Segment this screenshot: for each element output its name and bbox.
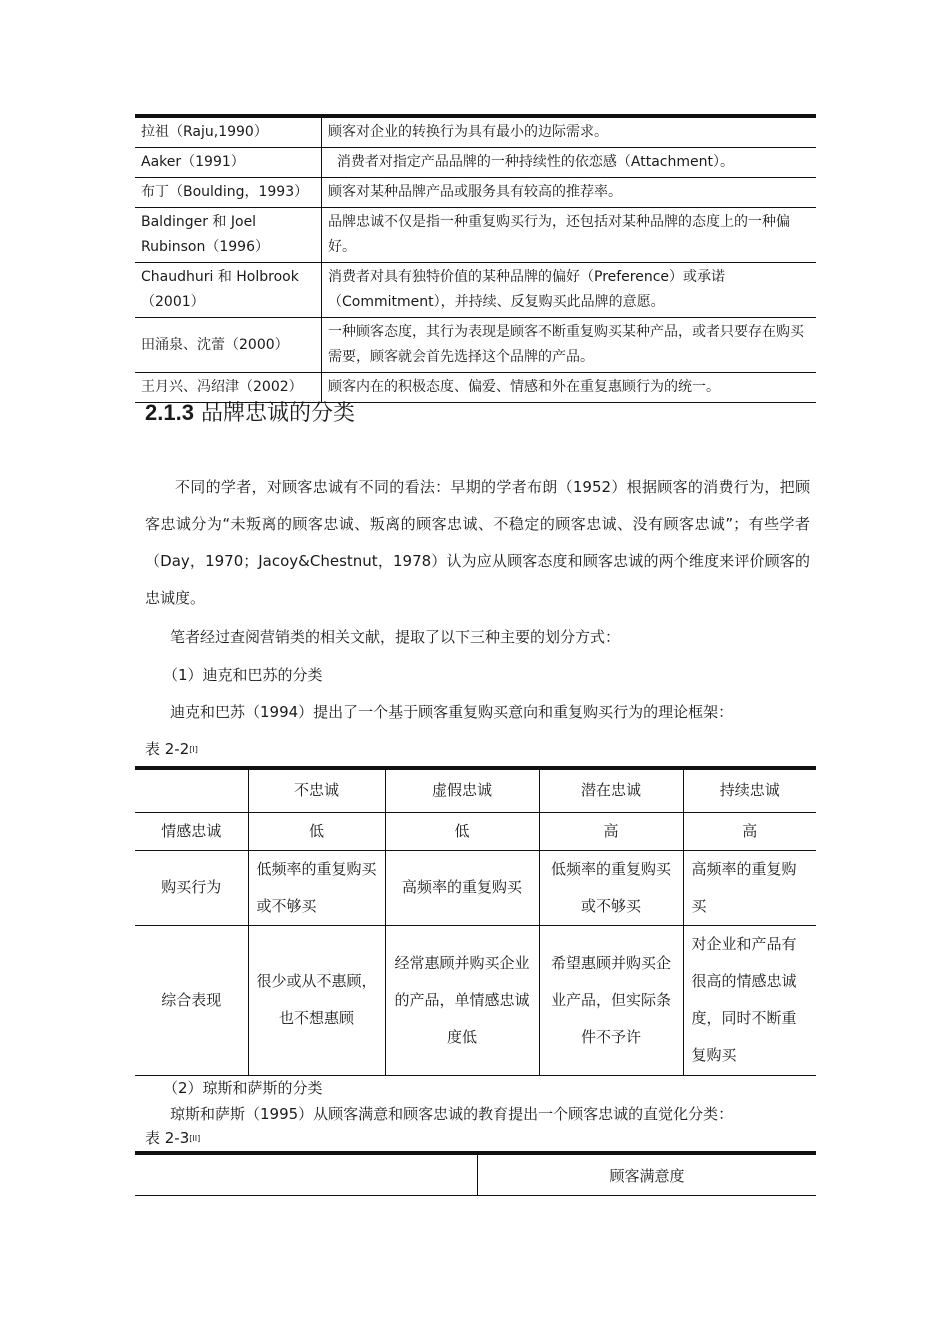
header-cell: 顾客满意度 (609, 1166, 685, 1185)
row-label: 购买行为 (135, 850, 248, 925)
table-row (135, 925, 816, 1075)
source-cell: 拉祖（Raju,1990） (135, 116, 322, 148)
table-cell: 希望惠顾并购买企业产品，但实际条件不予许 (539, 925, 683, 1075)
definition-cell: 顾客对某种品牌产品或服务具有较高的推荐率。 (322, 178, 817, 208)
caption-text: 表 2-3 (145, 1129, 190, 1147)
table-cell: 高 (539, 812, 683, 850)
table-cell: 低 (248, 812, 385, 850)
paragraph: 琼斯和萨斯（1995）从顾客满意和顾客忠诚的教育提出一个顾客忠诚的直觉化分类： (170, 1105, 734, 1123)
caption-reference: [II] (189, 1134, 201, 1143)
table-row (135, 263, 816, 318)
paragraph: 迪克和巴苏（1994）提出了一个基于顾客重复购买意向和重复购买行为的理论框架： (170, 703, 734, 721)
table-row (135, 850, 816, 925)
table-header-row (135, 1153, 816, 1196)
caption-text: 表 2-2 (145, 740, 190, 758)
definition-cell: 顾客对企业的转换行为具有最小的边际需求。 (328, 124, 608, 140)
satisfaction-loyalty-table (135, 1151, 816, 1196)
table-cell: 高频率的重复购买 (385, 850, 539, 925)
table-cell: 很少或从不惠顾，也不想惠顾 (248, 925, 385, 1075)
table-row (135, 148, 816, 178)
definition-table (135, 114, 816, 403)
header-cell: 潜在忠诚 (539, 768, 683, 812)
header-cell-empty (135, 1153, 478, 1196)
definition-cell: 品牌忠诚不仅是指一种重复购买行为，还包括对某种品牌的态度上的一种偏好。 (322, 208, 817, 263)
source-cell: 王月兴、冯绍津（2002） (135, 373, 322, 403)
table-row (135, 116, 816, 148)
table-row (135, 178, 816, 208)
table-row (135, 318, 816, 373)
table-cell: 对企业和产品有很高的情感忠诚度，同时不断重复购买 (683, 925, 816, 1075)
source-cell: Chaudhuri 和 Holbrook（2001） (135, 263, 322, 318)
definition-cell: 一种顾客态度，其行为表现是顾客不断重复购买某种产品，或者只要存在购买需要，顾客就会首先选择这个品牌的产品。 (322, 318, 817, 373)
section-title: 品牌忠诚的分类 (200, 401, 355, 426)
section-heading (145, 396, 355, 427)
header-cell: 虚假忠诚 (385, 768, 539, 812)
caption-reference: [I] (189, 745, 198, 754)
row-label: 情感忠诚 (135, 812, 248, 850)
definition-cell: 顾客内在的积极态度、偏爱、情感和外在重复惠顾行为的统一。 (322, 373, 817, 403)
definition-cell: 消费者对指定产品品牌的一种持续性的依恋感（Attachment）。 (322, 148, 817, 178)
table-caption (145, 1128, 200, 1149)
definition-cell: 消费者对具有独特价值的某种品牌的偏好（Preference）或承诺（Commitment），并持续、反复购买此品牌的意愿。 (322, 263, 817, 318)
table-row (135, 208, 816, 263)
header-cell: 不忠诚 (248, 768, 385, 812)
table-caption (145, 738, 198, 759)
table-header-row (135, 768, 816, 812)
source-cell: 布丁（Boulding，1993） (135, 178, 322, 208)
list-item-heading: （2）琼斯和萨斯的分类 (163, 1079, 323, 1097)
source-cell: Baldinger 和 Joel Rubinson（1996） (135, 208, 322, 263)
header-cell (135, 768, 248, 812)
table-cell: 低频率的重复购买或不够买 (248, 850, 385, 925)
paragraph: 笔者经过查阅营销类的相关文献，提取了以下三种主要的划分方式： (170, 628, 621, 646)
source-cell: Aaker（1991） (135, 148, 322, 178)
row-label: 综合表现 (135, 925, 248, 1075)
table-cell: 低 (385, 812, 539, 850)
paragraph: 不同的学者，对顾客忠诚有不同的看法：早期的学者布朗（1952）根据顾客的消费行为，把顾客忠诚分为“未叛离的顾客忠诚、叛离的顾客忠诚、不稳定的顾客忠诚、没有顾客忠诚”；有些学者（Day，1970；Jacoy&Chestnut，1978）认为应从顾客态度和顾客忠诚的两个维度来评价顾客的忠诚度。 (145, 478, 810, 607)
section-number: 2.1.3 (145, 400, 194, 425)
header-cell: 持续忠诚 (683, 768, 816, 812)
source-cell: 田涌泉、沈蕾（2000） (135, 318, 322, 373)
table-row (135, 812, 816, 850)
table-cell: 高频率的重复购买 (683, 850, 816, 925)
table-cell: 低频率的重复购买或不够买 (539, 850, 683, 925)
table-cell: 经常惠顾并购买企业的产品，单情感忠诚度低 (385, 925, 539, 1075)
loyalty-classification-table (135, 766, 816, 1076)
table-cell: 高 (683, 812, 816, 850)
list-item-heading: （1）迪克和巴苏的分类 (163, 666, 323, 684)
